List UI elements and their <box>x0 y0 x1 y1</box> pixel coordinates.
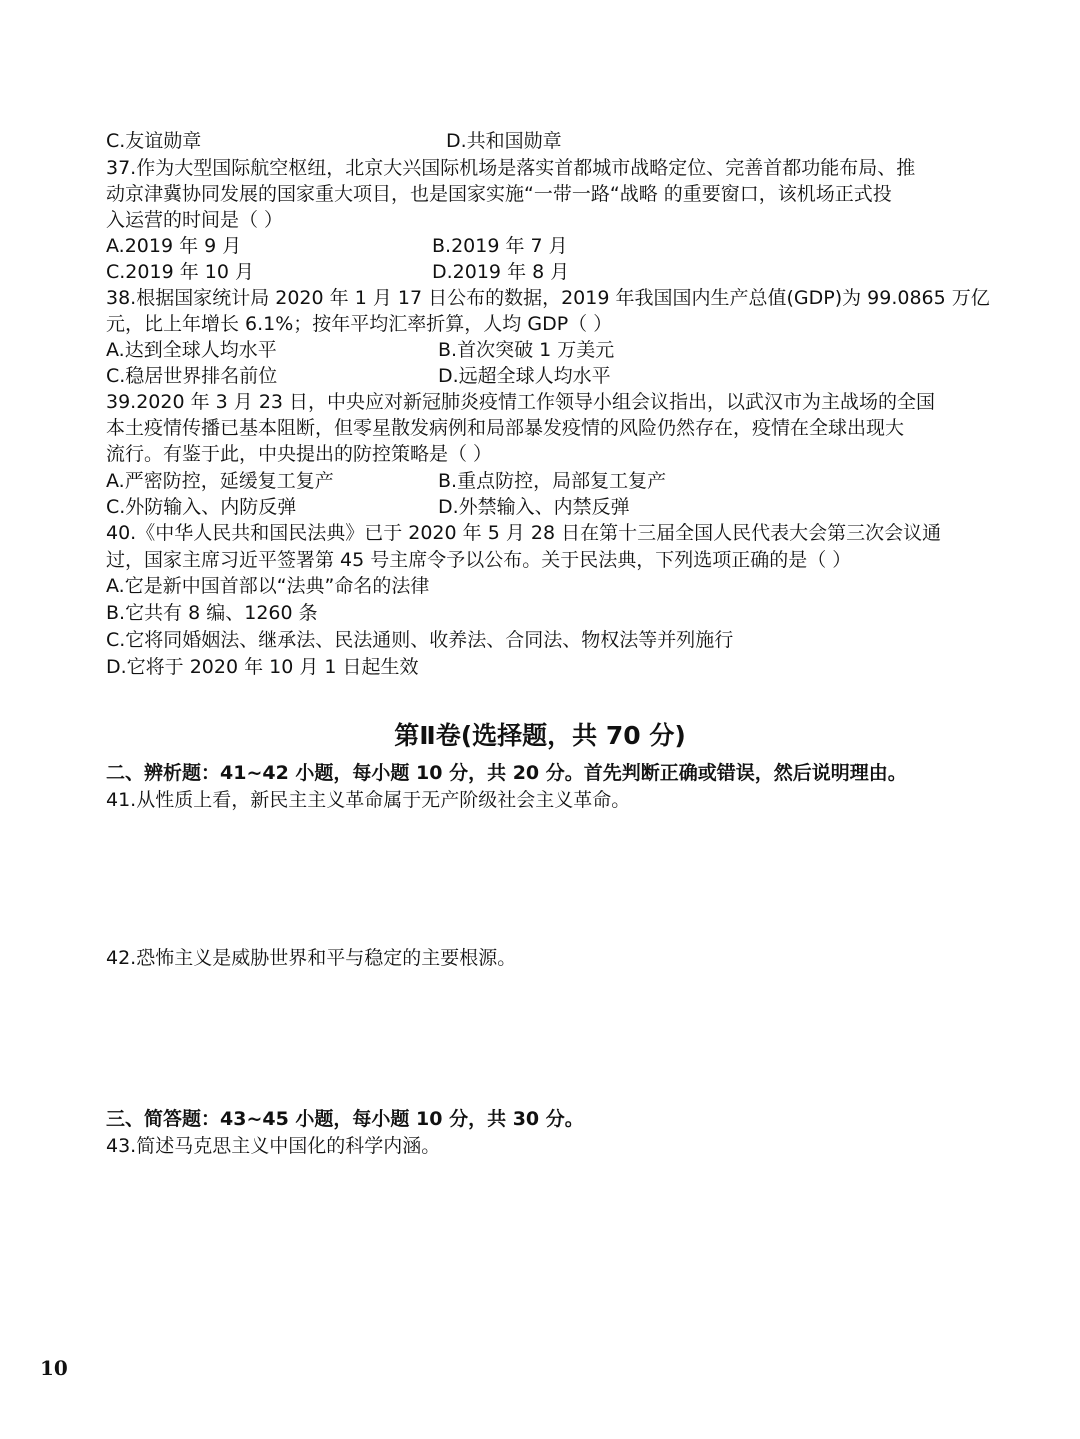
q39-option-row-1 <box>106 468 1006 494</box>
q38-stem-line-2: 元，比上年增长 6.1%；按年平均汇率折算，人均 GDP（ ） <box>106 313 613 335</box>
q40-stem-line-1: 40.《中华人民共和国民法典》已于 2020 年 5 月 28 日在第十三届全国人民代表大会第三次会议通 <box>106 522 942 544</box>
q37-stem-line-2: 动京津冀协同发展的国家重大项目，也是国家实施“一带一路“战略 的重要窗口，该机场正式投 <box>106 183 892 205</box>
q38-option-a: A.达到全球人均水平 <box>106 339 277 361</box>
q39-stem-line-1: 39.2020 年 3 月 23 日，中央应对新冠肺炎疫情工作领导小组会议指出，以武汉市为主战场的全国 <box>106 391 936 413</box>
q41-text: 41.从性质上看，新民主主义革命属于无产阶级社会主义革命。 <box>106 789 631 811</box>
q40-option-c: C.它将同婚姻法、继承法、民法通则、收养法、合同法、物权法等并列施行 <box>106 629 734 651</box>
q39-stem-line-2: 本土疫情传播已基本阻断，但零星散发病例和局部暴发疫情的风险仍然存在，疫情在全球出现大 <box>106 417 905 439</box>
q37-stem-line-3: 入运营的时间是（ ） <box>106 209 284 231</box>
q42-text: 42.恐怖主义是威胁世界和平与稳定的主要根源。 <box>106 947 517 969</box>
part2-heading: 二、辨析题：41~42 小题，每小题 10 分，共 20 分。首先判断正确或错误，然后说明理由。 <box>106 762 907 784</box>
q37-option-row-2 <box>106 259 1006 285</box>
q38-option-c: C.稳居世界排名前位 <box>106 365 278 387</box>
q37-option-b: B.2019 年 7 月 <box>432 235 568 257</box>
q39-stem-line-3: 流行。有鉴于此，中央提出的防控策略是（ ） <box>106 443 493 465</box>
q40-option-a: A.它是新中国首部以“法典”命名的法律 <box>106 575 430 597</box>
q43-text: 43.简述马克思主义中国化的科学内涵。 <box>106 1135 441 1157</box>
page-number: 10 <box>40 1356 68 1380</box>
q38-option-row-1 <box>106 337 1006 363</box>
q39-option-c: C.外防输入、内防反弹 <box>106 496 297 518</box>
part3-heading: 三、简答题：43~45 小题，每小题 10 分，共 30 分。 <box>106 1108 584 1130</box>
q39-option-a: A.严密防控，延缓复工复产 <box>106 470 334 492</box>
q37-stem-line-1: 37.作为大型国际航空枢纽，北京大兴国际机场是落实首都城市战略定位、完善首都功能布局、推 <box>106 157 916 179</box>
q38-option-d: D.远超全球人均水平 <box>438 365 611 387</box>
q36-option-c: C.友谊勋章 <box>106 130 202 152</box>
q39-option-b: B.重点防控，局部复工复产 <box>438 470 667 492</box>
q39-option-row-2 <box>106 494 1006 520</box>
q36-option-row <box>106 128 1006 154</box>
q37-option-a: A.2019 年 9 月 <box>106 235 242 257</box>
q40-option-b: B.它共有 8 编、1260 条 <box>106 602 318 624</box>
q40-stem-line-2: 过，国家主席习近平签署第 45 号主席令予以公布。关于民法典，下列选项正确的是（ ） <box>106 549 852 571</box>
q36-option-d: D.共和国勋章 <box>446 130 562 152</box>
q39-option-d: D.外禁输入、内禁反弹 <box>438 496 630 518</box>
q37-option-row-1 <box>106 233 1006 259</box>
q37-option-d: D.2019 年 8 月 <box>432 261 570 283</box>
q37-option-c: C.2019 年 10 月 <box>106 261 254 283</box>
q38-option-row-2 <box>106 363 1006 389</box>
q38-stem-line-1: 38.根据国家统计局 2020 年 1 月 17 日公布的数据，2019 年我国国内生产总值(GDP)为 99.0865 万亿 <box>106 287 990 309</box>
q38-option-b: B.首次突破 1 万美元 <box>438 339 615 361</box>
q40-option-d: D.它将于 2020 年 10 月 1 日起生效 <box>106 656 419 678</box>
section-title: 第Ⅱ卷(选择题，共 70 分) <box>394 721 686 750</box>
